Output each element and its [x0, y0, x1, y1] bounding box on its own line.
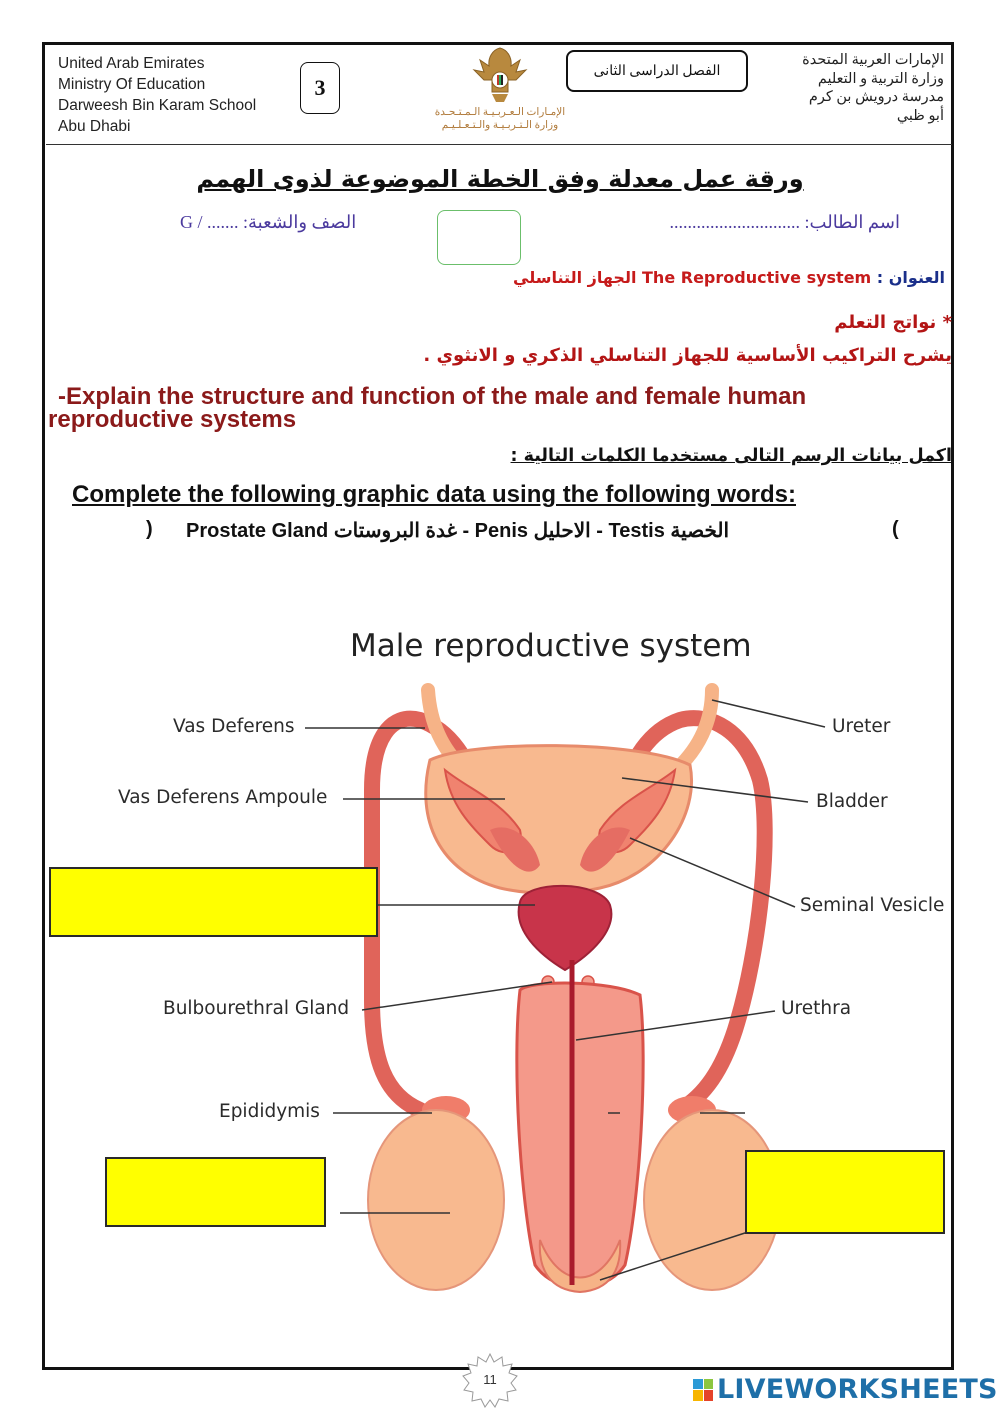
ministry-ar-line-1: الإمـارات الـعـربـيـة الـمـتـحـدة — [434, 107, 566, 118]
header-right-line-4: أبو ظبي — [896, 107, 944, 124]
worksheet-title: ورقة عمل معدلة وفق الخطة الموضوعة لذوى الهمم — [196, 165, 804, 193]
term-box: الفصل الدراسى الثانى — [566, 50, 748, 92]
label-seminal-vesicle: Seminal Vesicle — [800, 895, 945, 916]
label-vas-deferens: Vas Deferens — [173, 716, 295, 737]
outcomes-heading: * نواتج التعلم — [834, 312, 952, 333]
brand-text: LIVEWORKSHEETS — [717, 1374, 998, 1405]
class-label: G / ....... :الصف والشعبة — [180, 212, 357, 232]
answer-box-penis[interactable] — [745, 1150, 945, 1234]
instruction-english: Complete the following graphic data using the following words: — [72, 481, 796, 508]
outcome-english-line-1: -Explain the structure and function of the male and female human — [58, 383, 807, 410]
prostate-gland — [519, 886, 612, 970]
grade-badge: 3 — [300, 62, 340, 114]
label-vas-deferens-ampoule: Vas Deferens Ampoule — [118, 787, 328, 808]
page-number: 11 — [483, 1372, 497, 1387]
topic-title: The Reproductive system الجهاز التناسلي — [513, 268, 872, 287]
header-left-line-4: Abu Dhabi — [58, 118, 131, 135]
answer-box-prostate[interactable] — [49, 867, 378, 937]
instruction-arabic: اكمل بيانات الرسم التالى مستخدما الكلمات التالية : — [510, 446, 952, 466]
header-left-line-1: United Arab Emirates — [58, 55, 205, 72]
label-bladder: Bladder — [816, 791, 888, 812]
testis-left — [368, 1110, 504, 1290]
outcome-english-line-2: reproductive systems — [48, 406, 297, 433]
label-bulbourethral-gland: Bulbourethral Gland — [163, 998, 350, 1019]
word-bank-paren-close: ( — [892, 518, 899, 540]
label-epididymis: Epididymis — [219, 1101, 320, 1122]
liveworksheets-logo-icon — [693, 1379, 713, 1401]
penis-shaft — [517, 983, 643, 1287]
topic-label: العنوان : — [876, 268, 945, 287]
outcome-arabic: يشرح التراكيب الأساسية للجهاز التناسلي الذكري و الانثوي . — [423, 345, 952, 366]
answer-box-testis[interactable] — [105, 1157, 326, 1227]
student-name-label: اسم الطالب: ............................. — [669, 212, 900, 232]
label-ureter: Ureter — [832, 716, 891, 737]
word-bank-text: Prostate Gland غدة البروستات - Penis الاحليل - Testis الخصية — [186, 520, 730, 542]
word-bank-paren-open: ) — [146, 518, 153, 540]
ministry-ar-line-2: وزارة الـتـربـيـة والـتـعـلـيـم — [441, 120, 559, 131]
header-right-line-1: الإمارات العربية المتحدة — [802, 52, 944, 68]
label-urethra: Urethra — [781, 998, 852, 1019]
header-left-line-3: Darweesh Bin Karam School — [58, 97, 257, 114]
header-left-line-2: Ministry Of Education — [58, 76, 206, 93]
liveworksheets-brand — [693, 1374, 998, 1405]
header-right-line-3: مدرسة درويش بن كرم — [808, 89, 944, 105]
header-right-line-2: وزارة التربية و التعليم — [817, 70, 944, 87]
diagram-title: Male reproductive system — [350, 628, 752, 664]
